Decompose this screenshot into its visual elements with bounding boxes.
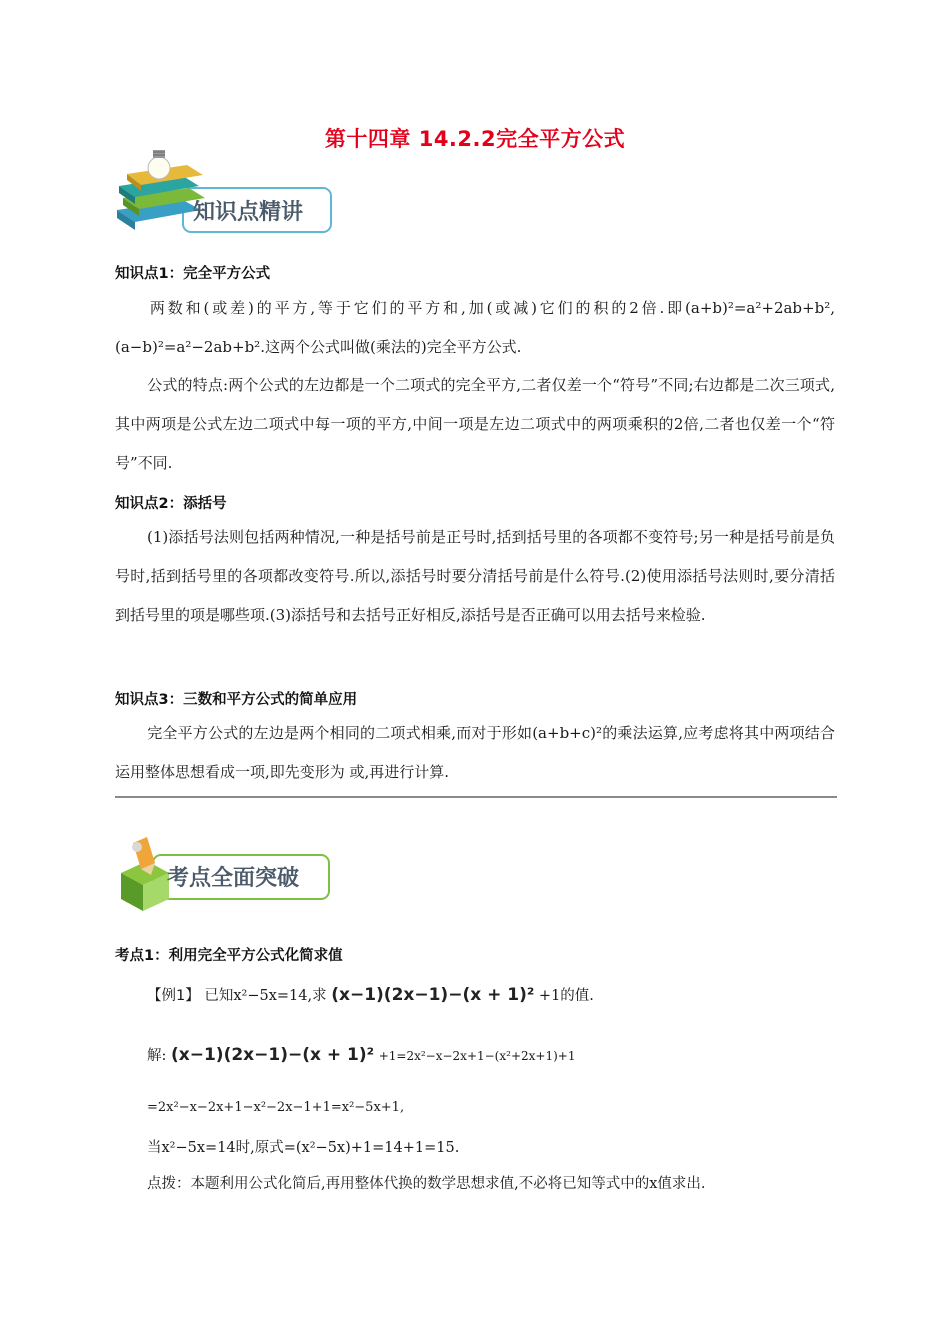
example-question-pre: 已知x²−5x=14,求 <box>204 988 327 1004</box>
example-expression: (x−1)(2x−1)−(x + 1)² <box>331 985 535 1005</box>
example-1-line <box>147 984 594 1005</box>
solution-tip: 点拨：本题利用公式化简后,再用整体代换的数学思想求值,不必将已知等式中的x值求出. <box>147 1176 706 1192</box>
example-label: 【例1】 <box>147 988 200 1004</box>
kp3-paragraph-1: 完全平方公式的左边是两个相同的二项式相乘,而对于形如(a+b+c)²的乘法运算,应考虑将其中两项结合运用整体思想看成一项,即先变形为 或,再进行计算. <box>115 724 835 781</box>
example-question-post: +1的值. <box>538 988 594 1004</box>
section-divider <box>115 796 837 798</box>
banner-knowledge-label: 知识点精讲 <box>193 200 304 225</box>
kp2-heading: 知识点2：添括号 <box>115 496 227 512</box>
exam1-heading: 考点1：利用完全平方公式化简求值 <box>115 948 343 964</box>
kp3-heading: 知识点3：三数和平方公式的简单应用 <box>115 692 358 708</box>
kp2-paragraph-1: (1)添括号法则包括两种情况,一种是括号前是正号时,括到括号里的各项都不变符号;另一种是括号前是负号时,括到括号里的各项都改变符号.所以,添括号时要分清括号前是什么符号.(2)使用添括号法则时,要分清括到括号里的项是哪些项.(3)添括号和去括号正好相反,添括号是否正确可以用去括号来检验. <box>115 528 835 624</box>
solution-label: 解: <box>147 1048 167 1064</box>
solution-expression: (x−1)(2x−1)−(x + 1)² <box>171 1045 375 1065</box>
kp1-paragraph-1: 两数和(或差)的平方,等于它们的平方和,加(或减)它们的积的2倍.即(a+b)²=a²+2ab+b²,(a−b)²=a²−2ab+b².这两个公式叫做(乘法的)完全平方公式. <box>115 299 835 356</box>
solution-expansion: +1=2x²−x−2x+1−(x²+2x+1)+1 <box>378 1049 576 1063</box>
banner-exam-label: 考点全面突破 <box>167 866 300 891</box>
banner-exam <box>113 833 338 918</box>
solution-step-3: 当x²−5x=14时,原式=(x²−5x)+1=14+1=15. <box>147 1140 460 1156</box>
page-title: 第十四章 14.2.2完全平方公式 <box>324 127 626 151</box>
kp1-heading: 知识点1：完全平方公式 <box>115 266 271 282</box>
kp1-paragraph-2: 公式的特点:两个公式的左边都是一个二项式的完全平方,二者仅差一个“符号”不同;右边都是二次三项式,其中两项是公式左边二项式中每一项的平方,中间一项是左边二项式中的两项乘积的2倍,二者也仅差一个“符号”不同. <box>115 376 835 472</box>
solution-line <box>147 1044 575 1065</box>
solution-step-2: =2x²−x−2x+1−x²−2x−1+1=x²−5x+1, <box>147 1100 405 1115</box>
banner-knowledge <box>113 148 338 243</box>
